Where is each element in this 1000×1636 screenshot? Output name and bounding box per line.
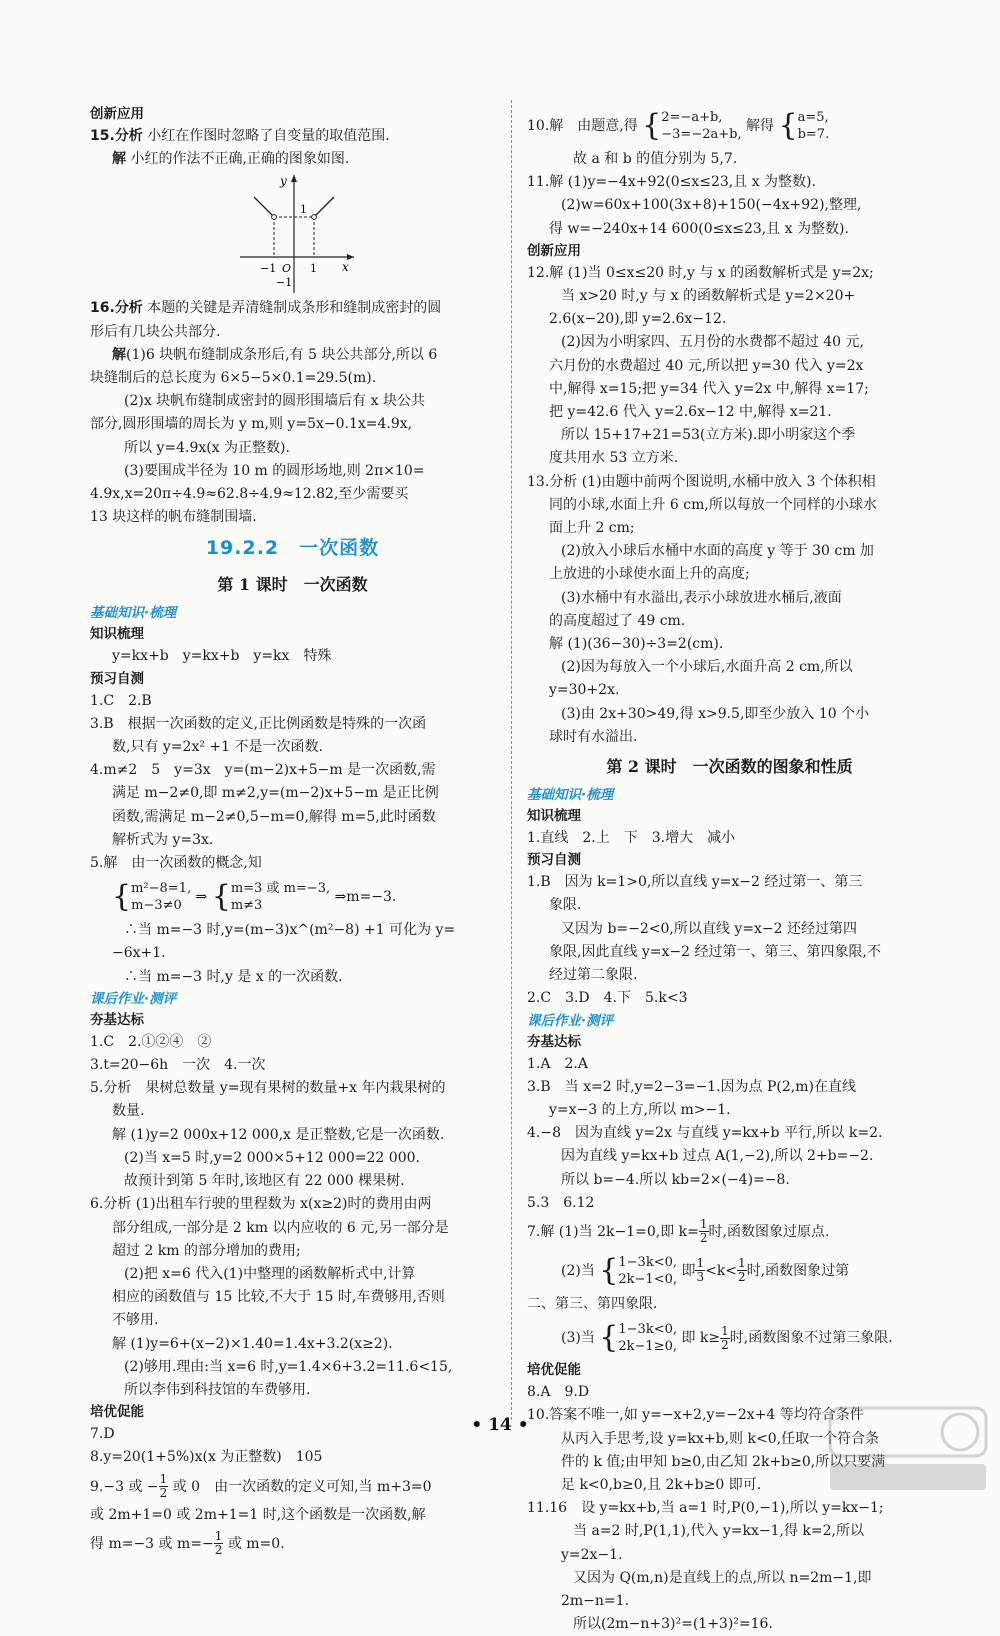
equation-system: {m²−8=1, m−3≠0 xyxy=(112,879,192,915)
q11-line: (2)w=60x+100(3x+8)+150(−4x+92),整理, xyxy=(561,197,862,214)
q16-line: 13 块这样的帆布缝制围墙. xyxy=(90,509,257,526)
advanced-11-line: 又因为 Q(m,n)是直线上的点,所以 n=2m−1,即 xyxy=(573,1569,872,1586)
homework-6-line: 解 (1)y=6+(x−2)×1.40=1.4x+3.2(x≥2). xyxy=(112,1335,393,1352)
advanced-7: 7.D xyxy=(90,1426,115,1443)
q12-line: 六月份的水费超过 40 元,所以把 y=30 代入 y=2x xyxy=(549,357,864,374)
advanced-9-line: 得 m=−3 或 m=− $\frac{1}{2}$ 或 m=0. xyxy=(90,1529,285,1558)
q12: 12.解 (1)当 0≤x≤20 时,y 与 x 的函数解析式是 y=2x; xyxy=(527,264,874,281)
q16-answer: 解(1)6 块帆布缝制成条形后,有 5 块公共部分,所以 6 xyxy=(112,346,438,363)
preview-5-line: ∴当 m=−3 时,y 是 x 的一次函数. xyxy=(124,968,343,985)
fraction-half: $\frac{1}{2}$ xyxy=(699,1217,708,1246)
homework-6-line: 所以李伟到科技馆的车费够用. xyxy=(124,1381,311,1398)
subsection-preview: 预习自测 xyxy=(527,852,581,869)
equation-system: {2=−a+b, −3=−2a+b, xyxy=(642,108,742,143)
q16-analysis-line: 形后有几块公共部分. xyxy=(90,323,221,340)
homework-7: 7.解 (1)当 2k−1=0,即 k= $\frac{1}{2}$ 时,函数图象过原点. xyxy=(527,1217,830,1246)
homework-7-line: (3)当 {1−3k<0, 2k−1≥0, 即 k≥ $\frac{1}{2}$ 时,函数图象不过第三象限. xyxy=(527,1316,932,1360)
section-innovation: 创新应用 xyxy=(527,242,581,259)
preview-1-line: 象限. xyxy=(549,897,582,914)
preview-1-line: 象限,因此直线 y=x−2 经过第一、第三、第四象限,不 xyxy=(549,943,881,960)
origin-label: O xyxy=(282,262,292,276)
function-graph xyxy=(230,171,360,297)
lesson-title: 第 2 课时 一次函数的图象和性质 xyxy=(606,757,853,777)
homework-5: 5.分析 果树总数量 y=现有果树的数量+x 年内栽果树的 xyxy=(90,1080,446,1097)
homework-6-line: (2)把 x=6 代入(1)中整理的函数解析式中,计算 xyxy=(124,1265,416,1282)
q16-line: (2)x 块帆布缝制成密封的圆形围墙后有 x 块公共 xyxy=(124,393,425,410)
homework-6-line: 部分组成,一部分是 2 km 以内应收的 6 元,另一部分是 xyxy=(112,1219,449,1236)
preview-5-head: 5.解 由一次函数的概念,知 xyxy=(90,855,262,872)
q15-analysis: 15.分析 小红在作图时忽略了自变量的取值范围. xyxy=(90,128,390,144)
equation-system: {m=3 或 m=−3, m≠3 xyxy=(211,879,331,915)
tick-x-1: 1 xyxy=(310,262,317,276)
homework-4-line: 因为直线 y=kx+b 过点 A(1,−2),所以 2+b=−2. xyxy=(561,1148,874,1165)
tick-y-neg1: −1 xyxy=(276,276,293,290)
q13-line: (2)因为每放入一个小球后,水面升高 2 cm,所以 xyxy=(561,659,853,676)
x-axis-label: x xyxy=(342,260,349,275)
preview-1: 1.B 因为 k=1>0,所以直线 y=x−2 经过第一、第三 xyxy=(527,874,863,891)
fraction-third: $\frac{1}{3}$ xyxy=(696,1256,705,1285)
column-divider xyxy=(511,100,512,1420)
homework-5-line: 数量. xyxy=(112,1103,145,1120)
section-basic-knowledge: 基础知识·梳理 xyxy=(527,787,614,804)
homework-5-line: 故预计到第 5 年时,该地区有 22 000 棵果树. xyxy=(124,1173,405,1190)
homework-5-line: (2)当 x=5 时,y=2 000×5+12 000=22 000. xyxy=(124,1149,420,1166)
section-basic-knowledge: 基础知识·梳理 xyxy=(90,605,177,622)
q16-line: 块缝制后的总长度为 6×5−5×0.1=29.5(m). xyxy=(90,370,377,387)
homework-6-line: 超过 2 km 的部分增加的费用; xyxy=(112,1242,301,1259)
homework-1: 1.A 2.A xyxy=(527,1055,588,1072)
q13-line: 上放进的小球使水面上升的高度; xyxy=(549,566,750,583)
section-innovation: 创新应用 xyxy=(90,106,144,122)
q16-line: 4.9x,x=20π÷4.9≈62.8÷4.9≈12.82,至少需要买 xyxy=(90,486,409,503)
knowledge-answers: y=kx+b y=kx+b y=kx 特殊 xyxy=(112,648,332,665)
advanced-8: 8.y=20(1+5%)x(x 为正整数) 105 xyxy=(90,1449,323,1466)
q15-answer: 解 小红的作法不正确,正确的图象如图. xyxy=(112,151,350,168)
advanced-11-line: 所以(2m−n+3)²=(1+3)²=16. xyxy=(573,1616,773,1633)
tick-y-1: 1 xyxy=(300,203,307,217)
subsection-basic: 夯基达标 xyxy=(90,1011,144,1028)
preview-4-line: 满足 m−2≠0,即 m≠2,y=(m−2)x+5−m 是正比例 xyxy=(112,785,439,802)
section-homework: 课后作业·测评 xyxy=(90,990,177,1007)
advanced-10-line: 足 k<0,b≥0,且 2k+b≥0 即可. xyxy=(561,1476,762,1493)
preview-1-line: 经过第二象限. xyxy=(549,967,638,984)
subsection-knowledge: 知识梳理 xyxy=(527,808,581,825)
fraction-half: $\frac{1}{2}$ xyxy=(721,1323,729,1352)
q13-line: (3)水桶中有水溢出,表示小球放进水桶后,液面 xyxy=(561,589,842,606)
homework-3-line: y=x−3 的上方,所以 m>−1. xyxy=(549,1101,731,1118)
subsection-preview: 预习自测 xyxy=(90,670,144,687)
lesson-title: 第 1 课时 一次函数 xyxy=(217,575,368,595)
homework-6-line: 不够用. xyxy=(112,1312,159,1329)
equation-system: {a=5, b=7. xyxy=(778,108,830,143)
q13-line: 解 (1)(36−30)÷3=2(cm). xyxy=(549,636,724,653)
section-title: 19.2.2 一次函数 xyxy=(205,537,380,560)
q16-line: (3)要围成半径为 10 m 的圆形场地,则 2π×10= xyxy=(124,462,425,479)
preview-4-line: 函数,需满足 m−2≠0,5−m=0,解得 m=5,此时函数 xyxy=(112,808,436,825)
advanced-10-line: 件的 k 值;由甲知 b≥0,由乙知 2k+b≥0,所以只要满 xyxy=(561,1453,886,1470)
q12-line: 把 y=42.6 代入 y=2.6x−12 中,解得 x=21. xyxy=(549,404,832,421)
preview-4-line: 解析式为 y=3x. xyxy=(112,831,214,848)
q13: 13.分析 (1)由题中前两个图说明,水桶中放入 3 个体积相 xyxy=(527,473,876,490)
q16-analysis: 16.分析 本题的关键是弄清缝制成条形和缝制成密封的圆 xyxy=(90,300,442,317)
subsection-basic: 夯基达标 xyxy=(527,1033,581,1050)
q12-line: (2)因为小明家四、五月份的水费都不超过 40 元, xyxy=(561,334,864,351)
q13-line: 球时有水溢出. xyxy=(549,728,638,745)
left-column xyxy=(90,104,495,1561)
preview-1-line: 又因为 b=−2<0,所以直线 y=x−2 还经过第四 xyxy=(561,920,857,937)
q13-line: (3)由 2x+30>49,得 x>9.5,即至少放入 10 个小 xyxy=(561,705,870,722)
q16-line: 部分,圆形围墙的周长为 y m,则 y=5x−0.1x=4.9x, xyxy=(90,416,413,433)
advanced-11-line: y=2x−1. xyxy=(561,1546,623,1563)
watermark-stamp-icon xyxy=(826,1404,990,1494)
preview-3-line: 数,只有 y=2x² +1 不是一次函数. xyxy=(112,739,323,756)
q12-line: 当 x>20 时,y 与 x 的函数解析式是 y=2×20+ xyxy=(561,288,856,305)
homework-6: 6.分析 (1)出租车行驶的里程数为 x(x≥2)时的费用由两 xyxy=(90,1196,432,1213)
page-number: • 14 • xyxy=(471,1415,529,1435)
fraction-half: $\frac{1}{2}$ xyxy=(214,1529,223,1558)
advanced-9: 9.−3 或 − $\frac{1}{2}$ 或 0 由一次函数的定义可知,当 m+3=0 xyxy=(90,1472,432,1501)
homework-6-line: 相应的函数值与 15 比较,不大于 15 时,车费够用,否则 xyxy=(112,1289,445,1306)
preview-4: 4.m≠2 5 y=3x y=(m−2)x+5−m 是一次函数,需 xyxy=(90,762,436,779)
advanced-11: 11.16 设 y=kx+b,当 a=1 时,P(0,−1),所以 y=kx−1; xyxy=(527,1500,884,1517)
q13-line: 同的小球,水面上升 6 cm,所以每放一个同样的小球水 xyxy=(549,496,877,513)
knowledge-answers: 1.直线 2.上 下 3.增大 减小 xyxy=(527,830,736,847)
homework-7-line: 二、第三、第四象限. xyxy=(527,1295,658,1312)
q16-line: 所以 y=4.9x(x 为正整数). xyxy=(124,439,290,456)
subsection-knowledge: 知识梳理 xyxy=(90,626,144,643)
homework-3: 3.t=20−6h 一次 4.一次 xyxy=(90,1057,266,1074)
preview-5-system: {m²−8=1, m−3≠0 ⇒ {m=3 或 m=−3, m≠3 ⇒m=−3. xyxy=(90,875,495,919)
q12-line: 2.6(x−20),即 y=2.6x−12. xyxy=(549,311,727,328)
watermark-logo xyxy=(826,1404,990,1494)
advanced-10: 10.答案不唯一,如 y=−x+2,y=−2x+4 等均符合条件 xyxy=(527,1407,864,1424)
preview-5-line: −6x+1. xyxy=(112,945,166,962)
q11: 11.解 (1)y=−4x+92(0≤x≤23,且 x 为整数). xyxy=(527,174,816,191)
y-axis-label: y xyxy=(280,174,287,189)
homework-3: 3.B 当 x=2 时,y=2−3=−1.因为点 P(2,m)在直线 xyxy=(527,1078,856,1095)
preview-answers-1: 1.C 2.B xyxy=(90,692,152,709)
q12-line: 度共用水 53 立方米. xyxy=(549,450,679,467)
homework-4: 4.−8 因为直线 y=2x 与直线 y=kx+b 平行,所以 k=2. xyxy=(527,1125,883,1142)
homework-5-line: 解 (1)y=2 000x+12 000,x 是正整数,它是一次函数. xyxy=(112,1126,445,1143)
section-homework: 课后作业·测评 xyxy=(527,1012,614,1029)
q11-line: 得 w=−240x+14 600(0≤x≤23,且 x 为整数). xyxy=(549,220,849,237)
fraction-half: $\frac{1}{2}$ xyxy=(738,1256,746,1285)
q13-line: 面上升 2 cm; xyxy=(549,520,635,537)
inequality-system: {1−3k<0, 2k−1≥0, xyxy=(599,1320,677,1356)
advanced-11-line: 当 a=2 时,P(1,1),代入 y=kx−1,得 k=2,所以 xyxy=(573,1523,864,1540)
advanced-9-line: 或 2m+1=0 或 2m+1=1 时,这个函数是一次函数,解 xyxy=(90,1506,426,1523)
q13-line: y=30+2x. xyxy=(549,682,620,699)
homework-4-line: 所以 b=−4.所以 kb=2×(−4)=−8. xyxy=(561,1171,790,1188)
homework-1: 1.C 2.①②④ ② xyxy=(90,1033,212,1050)
q10-line: 故 a 和 b 的值分别为 5,7. xyxy=(573,151,738,167)
q10: 10.解 由题意,得 {2=−a+b, −3=−2a+b, 解得 {a=5, b=7. xyxy=(527,104,932,148)
advanced-8: 8.A 9.D xyxy=(527,1384,590,1401)
q15-graph xyxy=(90,171,495,297)
advanced-11-line: 2m−n=1. xyxy=(561,1592,630,1609)
tick-x-neg1: −1 xyxy=(260,262,277,276)
q13-line: (2)放入小球后水桶中水面的高度 y 等于 30 cm 加 xyxy=(561,543,874,560)
inequality-system: {1−3k<0, 2k−1<0, xyxy=(599,1252,677,1288)
fraction-half: $\frac{1}{2}$ xyxy=(159,1472,168,1501)
q13-line: 的高度超过了 49 cm. xyxy=(549,612,686,629)
subsection-advanced: 培优促能 xyxy=(90,1404,144,1421)
homework-5: 5.3 6.12 xyxy=(527,1194,595,1211)
preview-5-line: ∴当 m=−3 时,y=(m−3)x^(m²−8) +1 可化为 y= xyxy=(124,922,456,939)
advanced-10-line: 从丙入手思考,设 y=kx+b,则 k<0,任取一个符合条 xyxy=(561,1430,880,1447)
q12-line: 所以 15+17+21=53(立方米).即小明家这个季 xyxy=(561,427,856,444)
subsection-advanced: 培优促能 xyxy=(527,1362,581,1379)
homework-7-line: (2)当 {1−3k<0, 2k−1<0, 即 $\frac{1}{3}$ <k< $\frac{1}{2}$ 时,函数图象过第 xyxy=(527,1249,932,1293)
homework-6-line: (2)够用.理由:当 x=6 时,y=1.4×6+3.2=11.6<15, xyxy=(124,1358,453,1375)
q12-line: 中,解得 x=15;把 y=34 代入 y=2x 中,解得 x=17; xyxy=(549,380,869,397)
preview-3: 3.B 根据一次函数的定义,正比例函数是特殊的一次函 xyxy=(90,715,427,732)
preview-2: 2.C 3.D 4.下 5.k<3 xyxy=(527,990,688,1007)
